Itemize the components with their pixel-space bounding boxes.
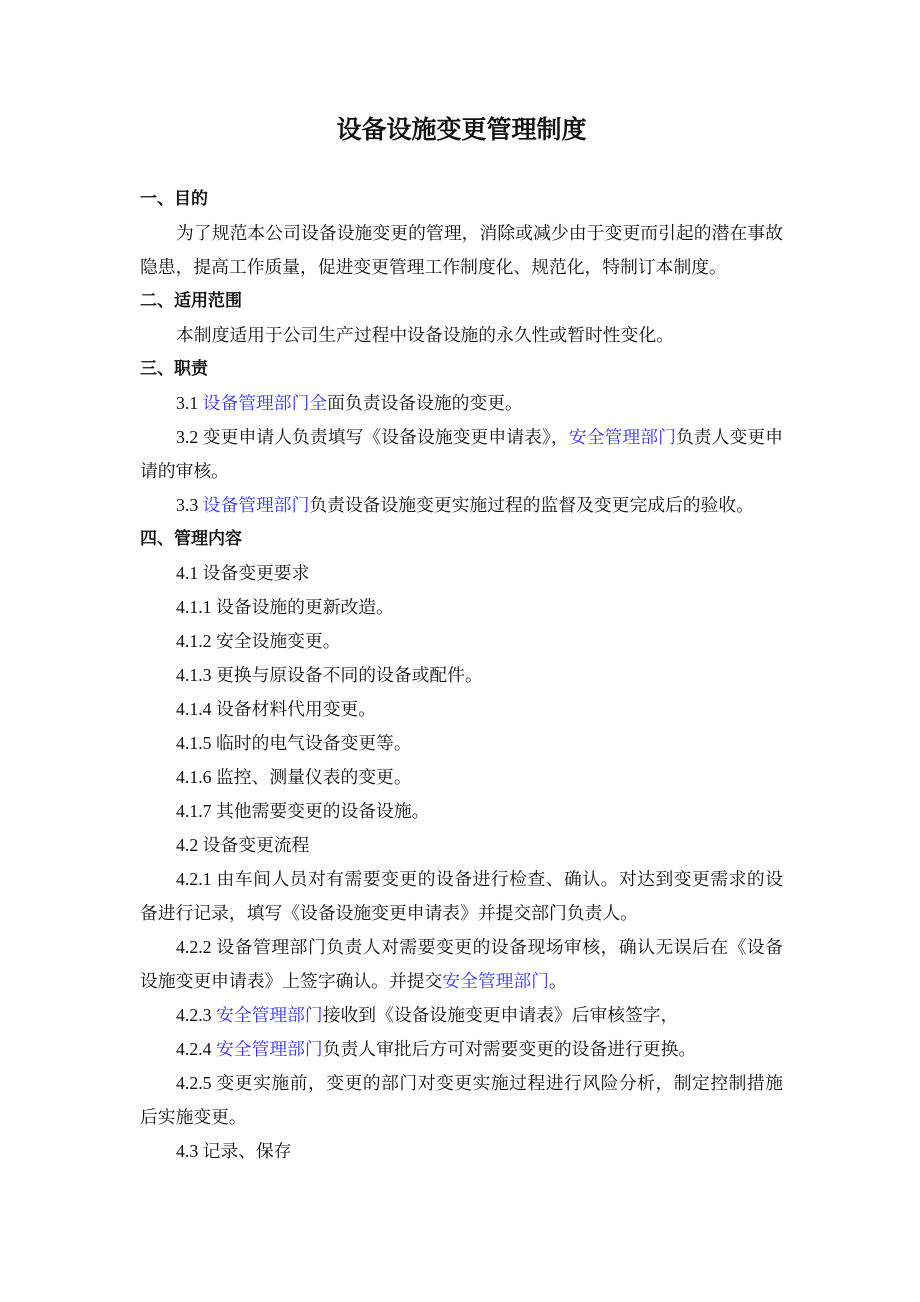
paragraph — [140, 556, 783, 590]
highlighted-term: 安全管理部门 — [442, 971, 549, 991]
text-segment: 4.1.3 更换与原设备不同的设备或配件。 — [176, 665, 483, 685]
text-segment: 4.1 设备变更要求 — [176, 563, 310, 583]
highlighted-term: 安全管理部门 — [568, 427, 676, 447]
text-segment: 4.2 设备变更流程 — [176, 835, 310, 855]
text-segment: 接收到《设备设施变更申请表》后审核签字， — [322, 1005, 679, 1025]
text-segment: 4.1.5 临时的电气设备变更等。 — [176, 733, 412, 753]
text-segment: 本制度适用于公司生产过程中设备设施的永久性或暂时性变化。 — [176, 325, 674, 345]
text-segment: 负责人变更申请的审核。 — [140, 427, 783, 481]
text-segment: 4.1.7 其他需要变更的设备设施。 — [176, 801, 430, 821]
text-segment: 4.3 记录、保存 — [176, 1141, 292, 1161]
paragraph — [140, 726, 783, 760]
text-segment: 3.3 — [176, 495, 203, 515]
paragraph — [140, 828, 783, 862]
document-page — [140, 110, 783, 1168]
text-segment: 3.1 — [176, 393, 203, 413]
highlighted-term: 设备管理部门 — [202, 495, 310, 515]
text-segment: 面负责设备设施的变更。 — [327, 393, 523, 413]
paragraph — [140, 760, 783, 794]
highlighted-term: 设备管理部门全 — [202, 393, 328, 413]
text-segment: 4.1.2 安全设施变更。 — [176, 631, 341, 651]
text-segment: 负责设备设施变更实施过程的监督及变更完成后的验收。 — [309, 495, 754, 515]
paragraph — [140, 794, 783, 828]
text-segment: 4.2.2 设备管理部门负责人对需要变更的设备现场审核，确认无误后在《设备设施变更申请表》上签字确认。并提交 — [140, 937, 783, 991]
document-title: 设备设施变更管理制度 — [336, 115, 587, 144]
text-segment: 为了规范本公司设备设施变更的管理，消除或减少由于变更而引起的潜在事故隐患，提高工作质量，促进变更管理工作制度化、规范化，特制订本制度。 — [140, 223, 783, 277]
paragraph — [140, 1134, 783, 1168]
paragraph — [140, 420, 783, 488]
text-segment: 4.2.4 — [176, 1039, 217, 1059]
text-segment: 4.2.1 由车间人员对有需要变更的设备进行检查、确认。对达到变更需求的设备进行记录，填写《设备设施变更申请表》并提交部门负责人。 — [140, 869, 783, 923]
paragraph — [140, 692, 783, 726]
paragraph — [140, 318, 783, 352]
paragraph — [140, 590, 783, 624]
text-segment: 4.2.3 — [176, 1005, 217, 1025]
paragraph — [140, 658, 783, 692]
document-body — [140, 182, 783, 1168]
section-heading: 三、职责 — [140, 359, 208, 379]
section-heading: 二、适用范围 — [140, 291, 242, 311]
text-segment: 4.2.5 变更实施前，变更的部门对变更实施过程进行风险分析，制定控制措施后实施变更。 — [140, 1073, 783, 1127]
text-segment: 4.1.6 监控、测量仪表的变更。 — [176, 767, 412, 787]
section-heading: 一、目的 — [140, 189, 208, 209]
text-segment: 负责人审批后方可对需要变更的设备进行更换。 — [322, 1039, 697, 1059]
paragraph — [140, 488, 783, 522]
paragraph — [140, 1032, 783, 1066]
highlighted-term: 安全管理部门 — [216, 1039, 323, 1059]
paragraph — [140, 386, 783, 420]
highlighted-term: 安全管理部门 — [216, 1005, 323, 1025]
paragraph — [140, 624, 783, 658]
text-segment: 3.2 变更申请人负责填写《设备设施变更申请表》， — [176, 427, 569, 447]
text-segment: 4.1.4 设备材料代用变更。 — [176, 699, 377, 719]
text-segment: 4.1.1 设备设施的更新改造。 — [176, 597, 394, 617]
paragraph — [140, 930, 783, 998]
paragraph — [140, 216, 783, 284]
section-heading: 四、管理内容 — [140, 529, 242, 549]
paragraph — [140, 862, 783, 930]
paragraph — [140, 998, 783, 1032]
text-segment: 。 — [549, 971, 567, 991]
paragraph — [140, 1066, 783, 1134]
